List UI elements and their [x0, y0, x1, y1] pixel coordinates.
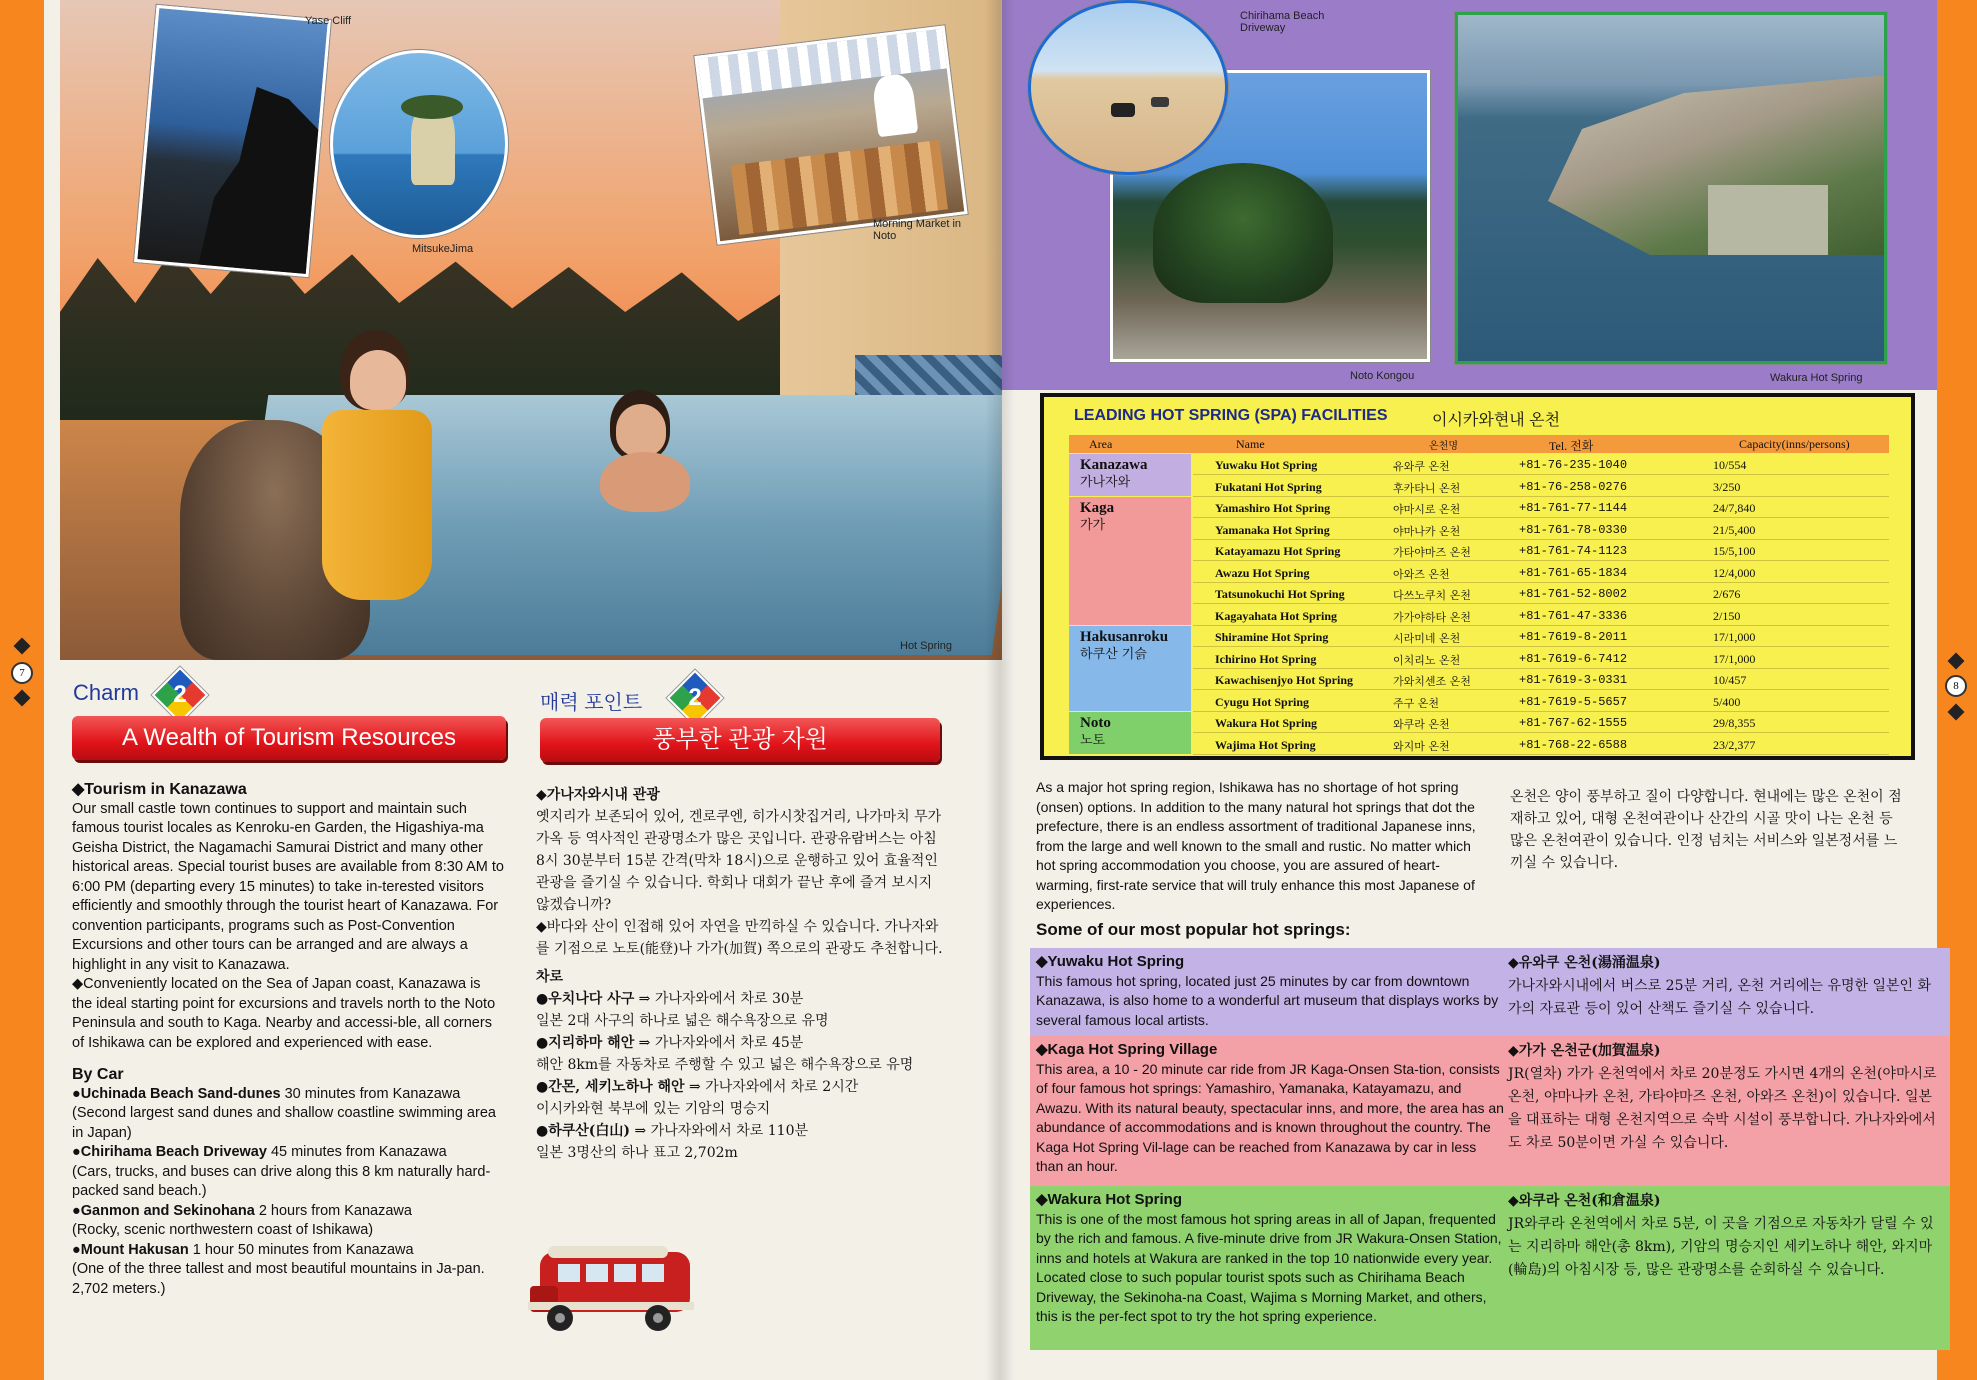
car-destination — [536, 988, 944, 1010]
band-title-ko: ◆와쿠라 온천(和倉温泉) — [1508, 1193, 1661, 1209]
spring-name-ko: 야마시로 온천 — [1393, 503, 1461, 516]
spring-capacity: 15/5,100 — [1713, 544, 1756, 558]
bather-shoulders — [600, 452, 690, 512]
hot-spring-band — [1030, 1036, 1950, 1186]
car-destination — [72, 1143, 504, 1163]
spring-name: Fukatani Hot Spring — [1215, 479, 1322, 494]
car-destination — [536, 1120, 944, 1142]
destination-name: ●우치나다 사구 — [536, 991, 635, 1007]
destination-time: ⇒ 가나자와에서 차로 2시간 — [684, 1079, 859, 1095]
destination-time: 1 hour 50 minutes from Kanazawa — [188, 1241, 414, 1258]
tourism-body1-ko: 옛지리가 보존되어 있어, 겐로쿠엔, 히가시찻집거리, 나가마치 무가 가옥 등 역사적인 관광명소가 많은 곳입니다. 관광유람버스는 아침 8시 30분부터 15분 간격(막차 18시)으로 운행하고 있어 효율적인 관광을 즐기실 수 있습니다. 학회나 대회가 끝난 후에 즐겨 보시지 않겠습니까? — [536, 809, 942, 913]
spring-tel: +81-76-258-0276 — [1519, 479, 1628, 494]
area-name-ko: 가가 — [1080, 518, 1106, 533]
spring-capacity: 3/250 — [1713, 479, 1741, 494]
spa-table-row — [1193, 691, 1889, 712]
spring-capacity: 10/457 — [1713, 673, 1747, 687]
spring-name: Yamashiro Hot Spring — [1215, 501, 1331, 515]
header-tel: Tel. 전화 — [1549, 439, 1594, 453]
spring-capacity: 17/1,000 — [1713, 630, 1756, 644]
spring-tel: +81-761-52-8002 — [1519, 587, 1628, 601]
band-title-en: ◆Kaga Hot Spring Village — [1036, 1041, 1218, 1058]
spa-table-row — [1193, 476, 1889, 497]
bather-face — [350, 350, 406, 410]
spa-table-row — [1193, 712, 1889, 733]
retro-bus-illustration — [528, 1242, 698, 1337]
tourism-text-ko — [536, 784, 944, 1164]
bather-towel — [322, 410, 432, 600]
band-text-ko — [1508, 1190, 1938, 1282]
band-body-en: This area, a 10 - 20 minute car ride from JR Kaga-Onsen Sta-tion, consists of four famous hot springs: Yamashiro, Yamanaka, Katayamazu, and Awazu. With its natural beauty, spectacular inns, and more, the area has an abundance of accommodations and is known throughout the country. The Kaga Hot Spring Vil-lage can be reached from Kanazawa by car in less than an hour. — [1036, 1060, 1504, 1174]
spring-tel: +81-768-22-6588 — [1519, 737, 1628, 752]
destination-name: ●Uchinada Beach Sand-dunes — [72, 1085, 281, 1102]
spring-name-ko: 와쿠라 온천 — [1393, 718, 1450, 731]
spring-tel: +81-761-65-1834 — [1519, 565, 1628, 580]
spa-table-row — [1193, 562, 1889, 583]
charm-label-en: Charm — [73, 680, 140, 705]
chirihama-driveway-photo — [1028, 0, 1228, 175]
spring-tel: +81-767-62-1555 — [1519, 716, 1628, 730]
car-destination — [72, 1241, 504, 1261]
spa-table-row — [1193, 519, 1889, 540]
coast-body-en: ◆Conveniently located on the Sea of Japan coast, Kanazawa is the ideal starting point for excursions and travels north to the Noto Peninsula and south to Kaga. Nearby and accessi-ble, all corners of Ishikawa can be explored and experienced with ease. — [72, 976, 496, 1051]
charm-banner-ko: 풍부한 관광 자원 — [540, 718, 940, 762]
by-car-heading-en: By Car — [72, 1066, 124, 1083]
destination-time: ⇒ 가나자와에서 차로 110분 — [630, 1123, 809, 1139]
band-title-en: ◆Wakura Hot Spring — [1036, 1191, 1182, 1208]
spring-capacity: 29/8,355 — [1713, 716, 1756, 730]
band-text-en — [1036, 952, 1506, 1030]
spring-name-ko: 가와치센조 온천 — [1393, 675, 1471, 688]
destination-name: ●하쿠산(白山) — [536, 1123, 631, 1139]
area-kanazawa — [1069, 454, 1191, 496]
caption-wakura-hot-spring: Wakura Hot Spring — [1770, 372, 1863, 384]
spa-table-row — [1193, 497, 1889, 518]
charm-number-ko: 2 — [688, 684, 702, 711]
destination-time: 45 minutes from Kanazawa — [266, 1144, 447, 1160]
spring-tel: +81-761-77-1144 — [1519, 501, 1628, 515]
band-body-ko: JR(열차) 가가 온천역에서 차로 20분정도 가시면 4개의 온천(야마시로 온천, 야마나카 온천, 가타야마즈 온천, 아와즈 온천)이 있습니다. 일본을 대표하는 대형 온천지역으로 숙박 시설이 풍부합니다. 가나자와에서도 차로 50분이면 가실 수 있습니다. — [1508, 1066, 1937, 1151]
spring-tel: +81-7619-6-7412 — [1519, 651, 1628, 666]
band-title-ko: ◆가가 온천군(加賀温泉) — [1508, 1043, 1661, 1059]
car-destination — [72, 1085, 504, 1105]
destination-note: (Second largest sand dunes and shallow coastline swimming area in Japan) — [72, 1105, 496, 1141]
spring-capacity: 23/2,377 — [1713, 737, 1756, 752]
spa-table-row — [1193, 669, 1889, 690]
destination-time: 2 hours from Kanazawa — [254, 1202, 412, 1219]
caption-chirihama-driveway: Chirihama Beach Driveway — [1240, 10, 1325, 34]
spring-name-ko: 후카타니 온천 — [1393, 481, 1461, 495]
spring-tel: +81-761-78-0330 — [1519, 522, 1628, 537]
spa-table-row — [1193, 648, 1889, 669]
destination-note: 일본 2대 사구의 하나로 넓은 해수욕장으로 유명 — [536, 1013, 829, 1029]
spring-tel: +81-7619-5-5657 — [1519, 694, 1628, 709]
destination-time: ⇒ 가나자와에서 차로 45분 — [634, 1035, 804, 1051]
caption-noto-kongou: Noto Kongou — [1350, 370, 1415, 382]
spring-name: Tatsunokuchi Hot Spring — [1215, 587, 1345, 601]
charm-banner-en: A Wealth of Tourism Resources — [72, 716, 506, 760]
page-number-right: 8 — [1945, 675, 1967, 697]
spring-name: Katayamazu Hot Spring — [1215, 544, 1341, 558]
area-name-ko: 가나자와 — [1080, 475, 1131, 490]
spring-name-ko: 가가야하타 온천 — [1393, 610, 1471, 624]
band-body-ko: JR와쿠라 온천역에서 차로 5분, 이 곳을 기점으로 자동차가 달릴 수 있는 지리하마 해안(총 8km), 기암의 명승지인 세키노하나 해안, 와지마(輪島)의 아침시장 등, 많은 관광명소를 순회하실 수 있습니다. — [1508, 1216, 1934, 1278]
spa-table-row — [1193, 583, 1889, 604]
spring-tel: +81-7619-8-2011 — [1519, 630, 1628, 644]
area-name-en: Hakusanroku — [1080, 629, 1169, 645]
band-body-en: This is one of the most famous hot spring areas in all of Japan, frequented by the rich and famous. A five-minute drive from JR Wakura-Onsen Station, inns and hotels at Wakura are ranked in the top 10 nationwide every year. Located close to such popular tourist spots such as Chirihama Beach Driveway, the Sekinoha-na Coast, Wajima s Morning Market, and others, this is the per-fect spot to try the hot spring experience. — [1036, 1210, 1502, 1324]
by-car-heading-ko: 차로 — [536, 969, 564, 985]
destination-name: ●간몬, 세키노하나 해안 — [536, 1079, 685, 1095]
spring-name: Shiramine Hot Spring — [1215, 630, 1329, 644]
page-number-left: 7 — [11, 662, 33, 684]
spring-capacity: 21/5,400 — [1713, 522, 1756, 537]
tourism-text-en — [72, 780, 504, 1299]
bather-face — [616, 404, 666, 456]
spring-name-ko: 주구 온천 — [1393, 696, 1440, 710]
spa-table-row — [1193, 626, 1889, 647]
mitsukejima-photo — [330, 50, 508, 238]
destination-note: (Cars, trucks, and buses can drive along this 8 km naturally hard-packed sand beach.) — [72, 1163, 491, 1199]
spring-capacity: 17/1,000 — [1713, 651, 1756, 666]
caption-mitsukejima: MitsukeJima — [412, 243, 474, 255]
spring-capacity: 2/676 — [1713, 587, 1741, 601]
spring-name-ko: 이치리노 온천 — [1393, 653, 1461, 667]
spa-table-row — [1193, 605, 1889, 626]
header-name-ko: 온천명 — [1429, 441, 1458, 452]
spring-capacity: 10/554 — [1713, 458, 1747, 472]
caption-hot-spring: Hot Spring — [900, 640, 952, 652]
spring-name-ko: 유와쿠 온천 — [1393, 460, 1450, 473]
charm-label-ko: 매력 포인트 — [540, 692, 643, 714]
destination-note: 이시카와현 북부에 있는 기암의 명승지 — [536, 1101, 771, 1117]
popular-springs-heading: Some of our most popular hot springs: — [1036, 920, 1351, 939]
header-capacity: Capacity(inns/persons) — [1739, 437, 1850, 451]
spring-capacity: 5/400 — [1713, 694, 1741, 709]
spring-name: Yamanaka Hot Spring — [1215, 522, 1330, 537]
caption-yase-cliff: Yase Cliff — [305, 15, 352, 27]
wakura-hot-spring-photo — [1455, 12, 1887, 364]
intro-text-en: As a major hot spring region, Ishikawa has no shortage of hot spring (onsen) options. In addition to the many natural hot springs that dot the prefecture, there is an endless assortment of traditional Japanese inns, from the large and well known to the small and rustic. No matter which hot spring accommodation you choose, you are assured of heart-warming, first-rate service that will truly enhance this most Japanese of experiences. — [1036, 779, 1476, 912]
spring-capacity: 2/150 — [1713, 608, 1741, 623]
spring-name-ko: 시라미네 온천 — [1393, 632, 1461, 645]
band-body-ko: 가나자와시내에서 버스로 25분 거리, 온천 거리에는 유명한 일본인 화가의 자료관 등이 있어 산책도 즐기실 수 있습니다. — [1508, 978, 1932, 1017]
area-name-en: Kaga — [1080, 500, 1115, 516]
band-title-ko: ◆유와쿠 온천(湯涌温泉) — [1508, 955, 1661, 971]
header-name: Name — [1236, 437, 1265, 451]
spring-name: Wajima Hot Spring — [1215, 737, 1316, 752]
area-noto — [1069, 712, 1191, 754]
spring-tel: +81-761-47-3336 — [1519, 608, 1628, 623]
intro-text-ko: 온천은 양이 풍부하고 질이 다양합니다. 현내에는 많은 온천이 점재하고 있어, 대형 온천여관이나 산간의 시골 맛이 나는 온천 등 많은 온천여관이 있습니다. 인정 넘치는 서비스와 일본정서를 느끼실 수 있습니다. — [1510, 789, 1902, 871]
destination-note: 해안 8km를 자동차로 주행할 수 있고 넓은 해수욕장으로 유명 — [536, 1057, 914, 1073]
area-kaga — [1069, 497, 1191, 625]
spa-table-title: LEADING HOT SPRING (SPA) FACILITIES — [1074, 407, 1388, 424]
destination-name: ●Mount Hakusan — [72, 1241, 189, 1258]
charm-number-en: 2 — [173, 681, 187, 708]
car-destination — [536, 1076, 944, 1098]
car-destination — [536, 1032, 944, 1054]
area-name-en: Noto — [1080, 715, 1111, 731]
spa-table-header — [1069, 435, 1889, 453]
band-text-ko — [1508, 1040, 1938, 1155]
band-text-en — [1036, 1040, 1506, 1177]
area-name-en: Kanazawa — [1080, 457, 1148, 473]
destination-name: ●지리하마 해안 — [536, 1035, 635, 1051]
area-name-ko: 하쿠산 기슭 — [1080, 647, 1147, 662]
spring-capacity: 24/7,840 — [1713, 501, 1756, 515]
spa-table-row — [1193, 540, 1889, 561]
spa-facilities-table — [1040, 393, 1915, 760]
spring-name: Kagayahata Hot Spring — [1215, 608, 1338, 623]
tourism-heading-en: ◆Tourism in Kanazawa — [72, 781, 247, 798]
hot-spring-band — [1030, 948, 1950, 1036]
spring-name: Wakura Hot Spring — [1215, 716, 1318, 730]
destination-time: ⇒ 가나자와에서 차로 30분 — [634, 991, 804, 1007]
spring-name: Awazu Hot Spring — [1215, 565, 1310, 580]
spring-name-ko: 아와즈 온천 — [1393, 567, 1450, 581]
destination-name: ●Ganmon and Sekinohana — [72, 1202, 255, 1219]
spring-name-ko: 다쓰노쿠치 온천 — [1393, 589, 1471, 602]
destination-note: (Rocky, scenic northwestern coast of Ishikawa) — [72, 1222, 374, 1238]
morning-market-photo — [694, 25, 967, 244]
spring-capacity: 12/4,000 — [1713, 565, 1756, 580]
destination-note: 일본 3명산의 하나 표고 2,702m — [536, 1145, 738, 1161]
area-hakusanroku — [1069, 626, 1191, 711]
car-destination — [72, 1202, 504, 1222]
spring-name-ko: 와지마 온천 — [1393, 739, 1450, 753]
area-name-ko: 노토 — [1080, 733, 1106, 748]
destination-time: 30 minutes from Kanazawa — [280, 1085, 461, 1102]
spring-name: Yuwaku Hot Spring — [1215, 458, 1318, 472]
spring-tel: +81-7619-3-0331 — [1519, 673, 1628, 687]
band-text-ko — [1508, 952, 1938, 1021]
spa-table-row — [1193, 454, 1889, 475]
spa-table-row — [1193, 734, 1889, 755]
destination-name: ●Chirihama Beach Driveway — [72, 1144, 267, 1160]
band-title-en: ◆Yuwaku Hot Spring — [1036, 953, 1185, 970]
yase-cliff-photo — [134, 5, 331, 277]
spring-name: Ichirino Hot Spring — [1215, 651, 1317, 666]
spring-name: Cyugu Hot Spring — [1215, 694, 1310, 709]
caption-morning-market: Morning Market in Noto — [873, 218, 962, 242]
spring-tel: +81-76-235-1040 — [1519, 458, 1628, 472]
spring-name-ko: 야마나카 온천 — [1393, 524, 1461, 538]
spa-table-title-ko: 이시카와현내 온천 — [1432, 412, 1561, 429]
tourism-body-en: Our small castle town continues to support and maintain such famous tourist locales as Kenroku-en Garden, the Higashiya-ma Geisha District, the Nagamachi Samurai District and many other historical areas. Special tourist buses are available from 8:30 AM to 6:00 PM (departing every 15 minutes) to take in-terested visitors efficiently and smoothly through the tourist heart of Kanazawa. For convention participants, programs such as Post-Convention Excursions and other tours can be arranged and are always a highlight in any visit to Kanazawa. — [72, 800, 504, 973]
band-body-en: This famous hot spring, located just 25 minutes by car from downtown Kanazawa, is also home to a wonderful art museum that displays works by several famous local artists. — [1036, 972, 1499, 1028]
spring-name-ko: 가타야마즈 온천 — [1393, 546, 1471, 559]
spring-name: Kawachisenjyo Hot Spring — [1215, 673, 1354, 687]
header-area: Area — [1089, 437, 1113, 451]
destination-note: (One of the three tallest and most beautiful mountains in Ja-pan. 2,702 meters.) — [72, 1261, 485, 1297]
band-text-en — [1036, 1190, 1506, 1327]
hot-spring-band — [1030, 1186, 1950, 1350]
page-gutter — [985, 0, 1015, 1380]
tourism-heading-ko: ◆가나자와시내 관광 — [536, 787, 660, 803]
tourism-body2-ko: ◆바다와 산이 인접해 있어 자연을 만끽하실 수 있습니다. 가나자와를 기점으로 노토(能登)나 가가(加賀) 쪽으로의 관광도 추천합니다. — [536, 919, 943, 957]
spring-tel: +81-761-74-1123 — [1519, 544, 1628, 558]
